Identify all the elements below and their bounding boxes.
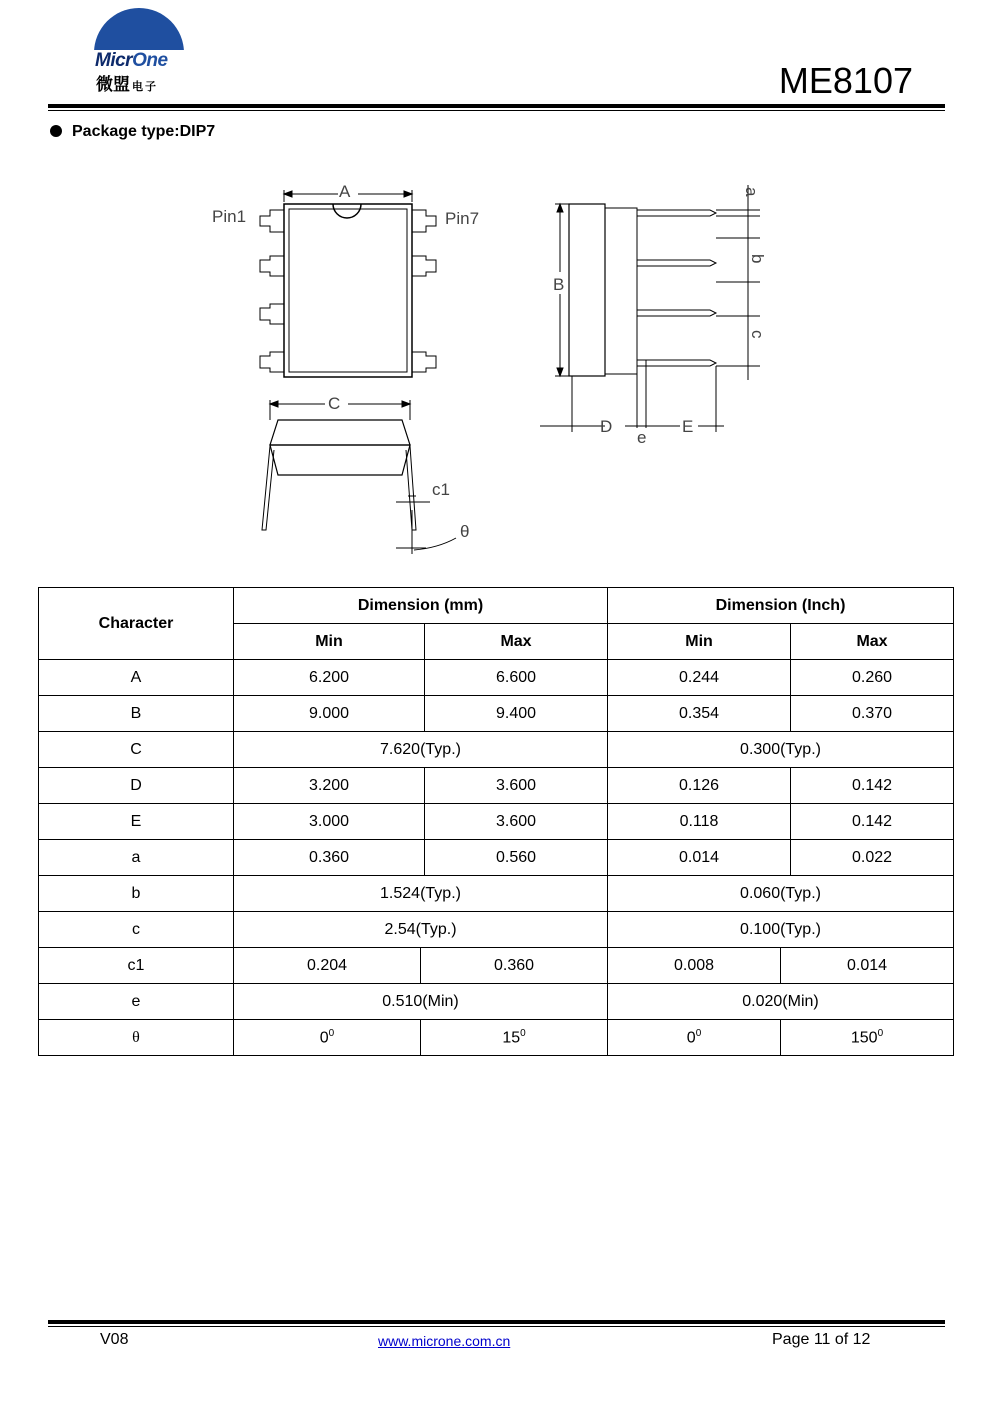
- label-b: b: [748, 254, 767, 264]
- front-view: [262, 400, 456, 554]
- cell-character: e: [39, 984, 234, 1020]
- logo-english: MicrOne: [95, 50, 168, 71]
- cell-mm-typ: 1.524(Typ.): [234, 876, 608, 912]
- cell-inch-max: $150^0$: [781, 1020, 954, 1056]
- section-heading: Package type:DIP7: [72, 123, 216, 140]
- cell-mm-min: 0.204: [234, 948, 421, 984]
- cell-mm-min: $0^0$: [234, 1020, 421, 1056]
- cell-inch-min: 0.008: [608, 948, 781, 984]
- cell-mm-max: 0.360: [421, 948, 608, 984]
- header-dimension-inch: Dimension (Inch): [608, 588, 954, 624]
- cell-mm-min: 3.200: [234, 768, 425, 804]
- header-character: Character: [39, 588, 234, 660]
- table-row: [39, 948, 954, 984]
- cell-inch-max: 0.142: [791, 768, 954, 804]
- cell-inch-typ: 0.300(Typ.): [608, 732, 954, 768]
- cell-inch-max: 0.014: [781, 948, 954, 984]
- label-B: B: [553, 275, 565, 294]
- cell-inch-min: 0.014: [608, 840, 791, 876]
- cell-inch-max: 0.370: [791, 696, 954, 732]
- top-view: [260, 190, 436, 377]
- label-theta: θ: [460, 522, 470, 541]
- cell-character: θ: [39, 1020, 234, 1056]
- cell-inch-max: 0.142: [791, 804, 954, 840]
- footer-rule-thick: [48, 1320, 945, 1324]
- logo-chinese: 微盟 电子: [96, 75, 158, 94]
- cell-mm-typ: 7.620(Typ.): [234, 732, 608, 768]
- footer-url-link[interactable]: www.microne.com.cn: [378, 1333, 511, 1349]
- cell-inch-min: $0^0$: [608, 1020, 781, 1056]
- cell-mm-max: 3.600: [425, 804, 608, 840]
- table-row: [39, 876, 954, 912]
- dimension-table: [38, 587, 954, 1056]
- cell-mm-max: 0.560: [425, 840, 608, 876]
- company-logo: [92, 8, 192, 94]
- label-e: e: [637, 428, 647, 447]
- header-mm-max: Max: [425, 624, 608, 660]
- cell-character: B: [39, 696, 234, 732]
- label-C: C: [328, 394, 341, 413]
- cell-character: D: [39, 768, 234, 804]
- header-inch-max: Max: [791, 624, 954, 660]
- cell-mm-typ: 0.510(Min): [234, 984, 608, 1020]
- table-row: [39, 804, 954, 840]
- cell-character: b: [39, 876, 234, 912]
- cell-mm-typ: 2.54(Typ.): [234, 912, 608, 948]
- cell-mm-max: 6.600: [425, 660, 608, 696]
- cell-inch-min: 0.354: [608, 696, 791, 732]
- table-row: [39, 732, 954, 768]
- cell-character: C: [39, 732, 234, 768]
- header-rule-thin: [48, 110, 945, 111]
- cell-inch-typ: 0.020(Min): [608, 984, 954, 1020]
- table-row: [39, 1020, 954, 1056]
- label-E: E: [682, 417, 694, 436]
- header-inch-min: Min: [608, 624, 791, 660]
- label-pin1: Pin1: [212, 207, 247, 226]
- header-mm-min: Min: [234, 624, 425, 660]
- cell-inch-max: 0.022: [791, 840, 954, 876]
- cell-character: A: [39, 660, 234, 696]
- cell-mm-max: 3.600: [425, 768, 608, 804]
- cell-inch-min: 0.244: [608, 660, 791, 696]
- cell-inch-typ: 0.100(Typ.): [608, 912, 954, 948]
- cell-mm-max: $15^0$: [421, 1020, 608, 1056]
- cell-mm-min: 9.000: [234, 696, 425, 732]
- cell-mm-min: 0.360: [234, 840, 425, 876]
- table-row: [39, 840, 954, 876]
- footer-version: V08: [100, 1331, 129, 1348]
- table-row: [39, 984, 954, 1020]
- cell-character: a: [39, 840, 234, 876]
- header-dimension-mm: Dimension (mm): [234, 588, 608, 624]
- cell-mm-min: 6.200: [234, 660, 425, 696]
- label-a: a: [742, 187, 761, 197]
- package-drawing: [200, 170, 780, 570]
- cell-inch-min: 0.118: [608, 804, 791, 840]
- bullet-icon: [50, 125, 62, 137]
- table-row: [39, 912, 954, 948]
- cell-mm-min: 3.000: [234, 804, 425, 840]
- cell-inch-min: 0.126: [608, 768, 791, 804]
- cell-inch-max: 0.260: [791, 660, 954, 696]
- table-row: [39, 660, 954, 696]
- label-A: A: [339, 182, 351, 201]
- table-row: [39, 768, 954, 804]
- cell-character: c: [39, 912, 234, 948]
- side-view: [540, 185, 760, 432]
- cell-character: E: [39, 804, 234, 840]
- label-c1: c1: [432, 480, 450, 499]
- cell-mm-max: 9.400: [425, 696, 608, 732]
- table-row: [39, 696, 954, 732]
- header-rule-thick: [48, 104, 945, 108]
- label-c: c: [748, 330, 767, 339]
- cell-character: c1: [39, 948, 234, 984]
- label-pin7: Pin7: [445, 209, 480, 228]
- footer-page-number: Page 11 of 12: [772, 1331, 871, 1348]
- label-D: D: [600, 417, 613, 436]
- footer-rule-thin: [48, 1326, 945, 1327]
- cell-inch-typ: 0.060(Typ.): [608, 876, 954, 912]
- document-title: ME8107: [778, 60, 913, 101]
